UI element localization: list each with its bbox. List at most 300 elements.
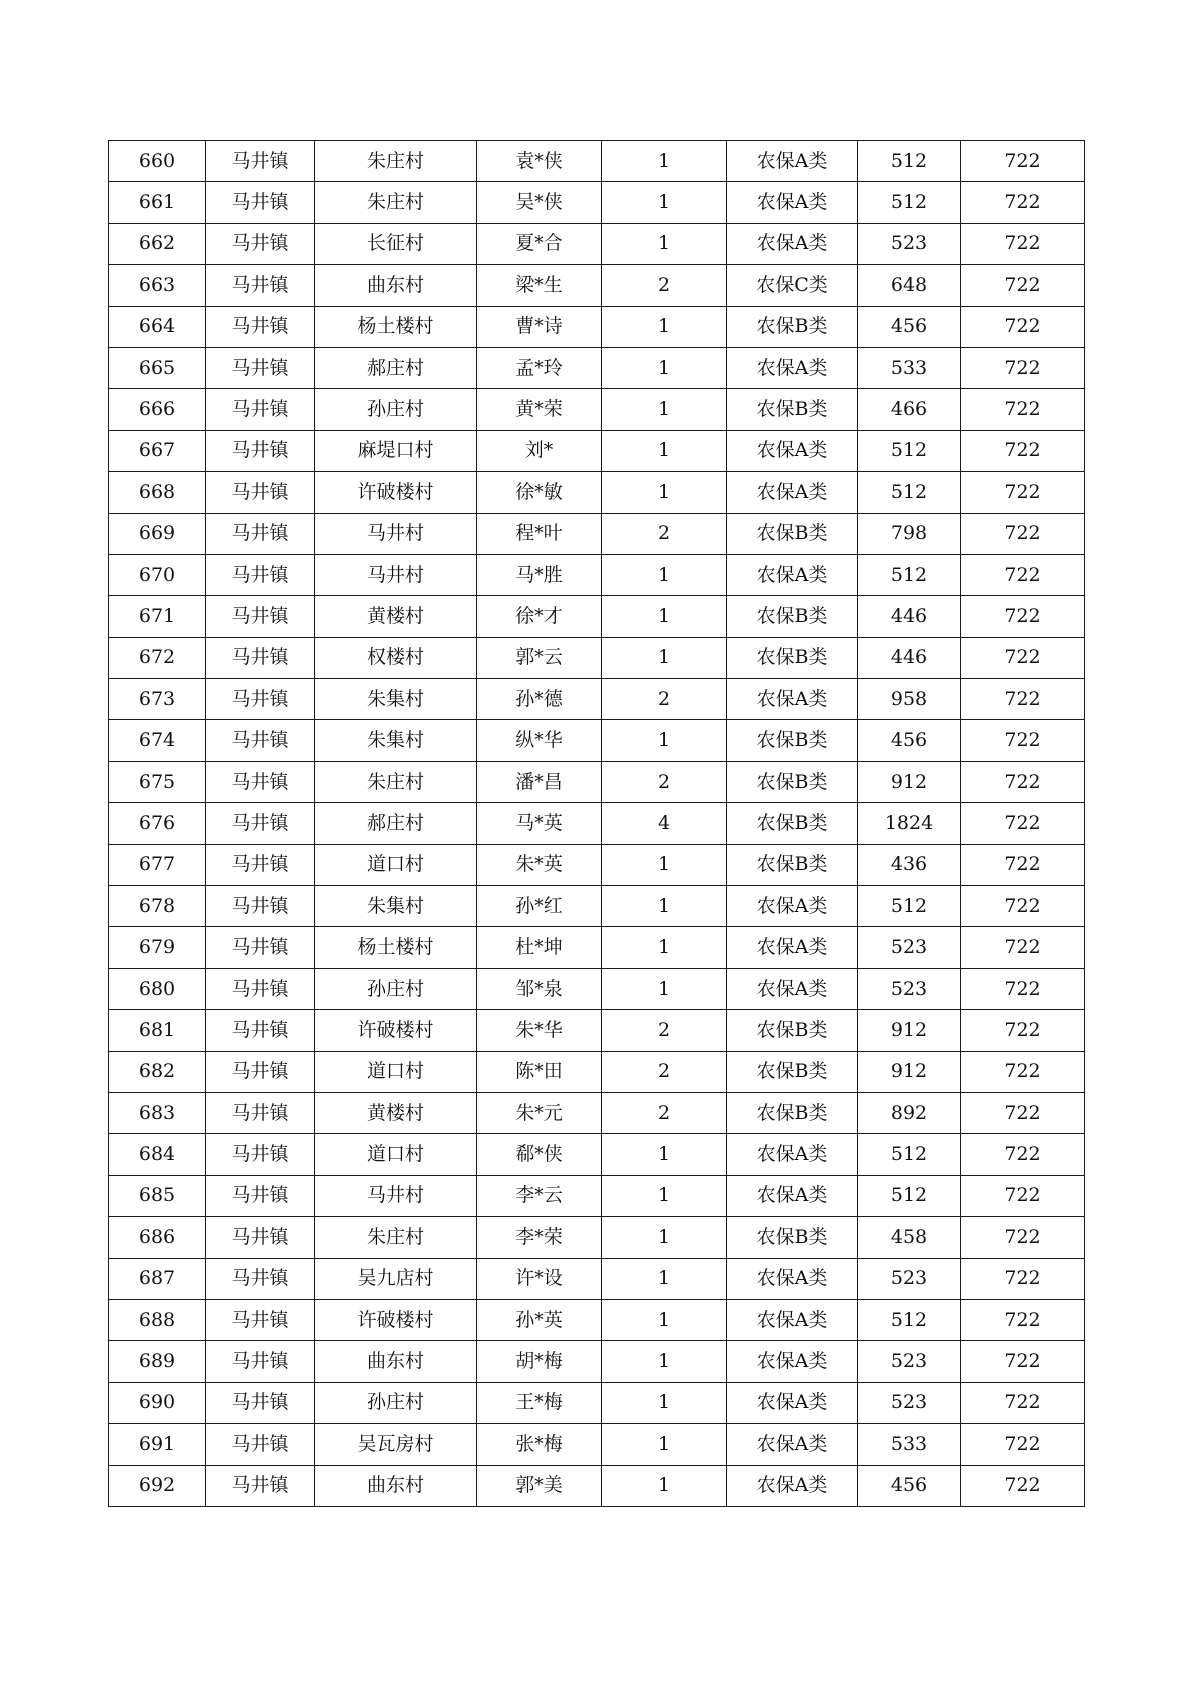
- amount-cell: 533: [858, 347, 961, 388]
- town-cell: 马井镇: [206, 554, 315, 595]
- count-cell: 1: [602, 1134, 727, 1175]
- name-cell: 张*梅: [477, 1424, 602, 1465]
- index-cell: 675: [109, 761, 206, 802]
- count-cell: 2: [602, 1051, 727, 1092]
- name-cell: 许*设: [477, 1258, 602, 1299]
- name-cell: 孙*红: [477, 886, 602, 927]
- count-cell: 2: [602, 679, 727, 720]
- amount-cell: 798: [858, 513, 961, 554]
- count-cell: 1: [602, 306, 727, 347]
- town-cell: 马井镇: [206, 679, 315, 720]
- village-cell: 曲东村: [315, 1465, 477, 1506]
- name-cell: 吴*侠: [477, 182, 602, 223]
- name-cell: 梁*生: [477, 265, 602, 306]
- table-row: [109, 596, 1085, 637]
- standard-cell: 722: [961, 637, 1085, 678]
- category-cell: 农保B类: [727, 513, 858, 554]
- town-cell: 马井镇: [206, 968, 315, 1009]
- village-cell: 朱集村: [315, 886, 477, 927]
- index-cell: 683: [109, 1092, 206, 1133]
- name-cell: 郭*云: [477, 637, 602, 678]
- name-cell: 孙*德: [477, 679, 602, 720]
- standard-cell: 722: [961, 430, 1085, 471]
- amount-cell: 512: [858, 430, 961, 471]
- village-cell: 杨土楼村: [315, 927, 477, 968]
- town-cell: 马井镇: [206, 1424, 315, 1465]
- count-cell: 2: [602, 761, 727, 802]
- amount-cell: 512: [858, 141, 961, 182]
- village-cell: 朱庄村: [315, 141, 477, 182]
- village-cell: 孙庄村: [315, 389, 477, 430]
- amount-cell: 456: [858, 720, 961, 761]
- table-row: [109, 1465, 1085, 1506]
- amount-cell: 456: [858, 306, 961, 347]
- amount-cell: 436: [858, 844, 961, 885]
- index-cell: 672: [109, 637, 206, 678]
- name-cell: 潘*昌: [477, 761, 602, 802]
- table-row: [109, 679, 1085, 720]
- town-cell: 马井镇: [206, 1258, 315, 1299]
- town-cell: 马井镇: [206, 430, 315, 471]
- name-cell: 郗*侠: [477, 1134, 602, 1175]
- count-cell: 1: [602, 886, 727, 927]
- town-cell: 马井镇: [206, 1382, 315, 1423]
- name-cell: 李*荣: [477, 1217, 602, 1258]
- standard-cell: 722: [961, 761, 1085, 802]
- index-cell: 679: [109, 927, 206, 968]
- standard-cell: 722: [961, 265, 1085, 306]
- name-cell: 马*胜: [477, 554, 602, 595]
- village-cell: 杨土楼村: [315, 306, 477, 347]
- table-row: [109, 182, 1085, 223]
- index-cell: 674: [109, 720, 206, 761]
- category-cell: 农保A类: [727, 141, 858, 182]
- table-row: [109, 844, 1085, 885]
- town-cell: 马井镇: [206, 1175, 315, 1216]
- index-cell: 663: [109, 265, 206, 306]
- standard-cell: 722: [961, 1382, 1085, 1423]
- amount-cell: 523: [858, 1341, 961, 1382]
- amount-cell: 912: [858, 761, 961, 802]
- index-cell: 660: [109, 141, 206, 182]
- category-cell: 农保A类: [727, 1299, 858, 1340]
- name-cell: 王*梅: [477, 1382, 602, 1423]
- category-cell: 农保A类: [727, 1134, 858, 1175]
- document-page: [108, 140, 1084, 1507]
- amount-cell: 458: [858, 1217, 961, 1258]
- category-cell: 农保B类: [727, 596, 858, 637]
- category-cell: 农保B类: [727, 389, 858, 430]
- category-cell: 农保A类: [727, 347, 858, 388]
- category-cell: 农保A类: [727, 1382, 858, 1423]
- category-cell: 农保A类: [727, 430, 858, 471]
- standard-cell: 722: [961, 1092, 1085, 1133]
- count-cell: 2: [602, 1010, 727, 1051]
- town-cell: 马井镇: [206, 513, 315, 554]
- index-cell: 684: [109, 1134, 206, 1175]
- village-cell: 许破楼村: [315, 1010, 477, 1051]
- amount-cell: 446: [858, 596, 961, 637]
- amount-cell: 512: [858, 1299, 961, 1340]
- standard-cell: 722: [961, 720, 1085, 761]
- count-cell: 4: [602, 803, 727, 844]
- name-cell: 郭*美: [477, 1465, 602, 1506]
- index-cell: 661: [109, 182, 206, 223]
- amount-cell: 523: [858, 1382, 961, 1423]
- table-row: [109, 389, 1085, 430]
- standard-cell: 722: [961, 1258, 1085, 1299]
- amount-cell: 1824: [858, 803, 961, 844]
- table-row: [109, 1051, 1085, 1092]
- table-row: [109, 761, 1085, 802]
- count-cell: 1: [602, 472, 727, 513]
- category-cell: 农保A类: [727, 554, 858, 595]
- town-cell: 马井镇: [206, 1051, 315, 1092]
- village-cell: 朱庄村: [315, 761, 477, 802]
- index-cell: 682: [109, 1051, 206, 1092]
- table-row: [109, 513, 1085, 554]
- index-cell: 677: [109, 844, 206, 885]
- index-cell: 686: [109, 1217, 206, 1258]
- amount-cell: 523: [858, 223, 961, 264]
- amount-cell: 648: [858, 265, 961, 306]
- category-cell: 农保A类: [727, 1424, 858, 1465]
- table-row: [109, 265, 1085, 306]
- table-row: [109, 141, 1085, 182]
- category-cell: 农保A类: [727, 927, 858, 968]
- village-cell: 道口村: [315, 844, 477, 885]
- category-cell: 农保A类: [727, 182, 858, 223]
- index-cell: 673: [109, 679, 206, 720]
- category-cell: 农保B类: [727, 1217, 858, 1258]
- category-cell: 农保A类: [727, 1341, 858, 1382]
- village-cell: 朱集村: [315, 720, 477, 761]
- category-cell: 农保A类: [727, 679, 858, 720]
- index-cell: 664: [109, 306, 206, 347]
- standard-cell: 722: [961, 554, 1085, 595]
- index-cell: 670: [109, 554, 206, 595]
- category-cell: 农保A类: [727, 472, 858, 513]
- category-cell: 农保B类: [727, 1010, 858, 1051]
- count-cell: 1: [602, 1341, 727, 1382]
- name-cell: 陈*田: [477, 1051, 602, 1092]
- index-cell: 689: [109, 1341, 206, 1382]
- category-cell: 农保A类: [727, 968, 858, 1009]
- data-table: [108, 140, 1085, 1507]
- standard-cell: 722: [961, 596, 1085, 637]
- amount-cell: 456: [858, 1465, 961, 1506]
- name-cell: 黄*荣: [477, 389, 602, 430]
- standard-cell: 722: [961, 389, 1085, 430]
- name-cell: 孟*玲: [477, 347, 602, 388]
- table-row: [109, 554, 1085, 595]
- table-row: [109, 886, 1085, 927]
- name-cell: 徐*敏: [477, 472, 602, 513]
- town-cell: 马井镇: [206, 1217, 315, 1258]
- amount-cell: 512: [858, 554, 961, 595]
- amount-cell: 523: [858, 1258, 961, 1299]
- category-cell: 农保B类: [727, 803, 858, 844]
- town-cell: 马井镇: [206, 637, 315, 678]
- count-cell: 1: [602, 1217, 727, 1258]
- town-cell: 马井镇: [206, 844, 315, 885]
- name-cell: 孙*英: [477, 1299, 602, 1340]
- standard-cell: 722: [961, 1010, 1085, 1051]
- village-cell: 曲东村: [315, 265, 477, 306]
- count-cell: 1: [602, 927, 727, 968]
- category-cell: 农保B类: [727, 1051, 858, 1092]
- count-cell: 1: [602, 347, 727, 388]
- standard-cell: 722: [961, 1134, 1085, 1175]
- category-cell: 农保A类: [727, 1175, 858, 1216]
- table-row: [109, 223, 1085, 264]
- standard-cell: 722: [961, 1299, 1085, 1340]
- town-cell: 马井镇: [206, 886, 315, 927]
- town-cell: 马井镇: [206, 1134, 315, 1175]
- village-cell: 孙庄村: [315, 968, 477, 1009]
- amount-cell: 523: [858, 968, 961, 1009]
- village-cell: 权楼村: [315, 637, 477, 678]
- amount-cell: 912: [858, 1010, 961, 1051]
- table-row: [109, 1382, 1085, 1423]
- table-row: [109, 472, 1085, 513]
- town-cell: 马井镇: [206, 761, 315, 802]
- amount-cell: 958: [858, 679, 961, 720]
- table-row: [109, 1424, 1085, 1465]
- village-cell: 许破楼村: [315, 472, 477, 513]
- town-cell: 马井镇: [206, 265, 315, 306]
- table-row: [109, 803, 1085, 844]
- table-row: [109, 1217, 1085, 1258]
- index-cell: 669: [109, 513, 206, 554]
- category-cell: 农保A类: [727, 886, 858, 927]
- table-body: [109, 141, 1085, 1507]
- count-cell: 1: [602, 968, 727, 1009]
- amount-cell: 512: [858, 1134, 961, 1175]
- standard-cell: 722: [961, 1175, 1085, 1216]
- index-cell: 667: [109, 430, 206, 471]
- count-cell: 1: [602, 1465, 727, 1506]
- village-cell: 郝庄村: [315, 347, 477, 388]
- category-cell: 农保B类: [727, 1092, 858, 1133]
- name-cell: 程*叶: [477, 513, 602, 554]
- town-cell: 马井镇: [206, 141, 315, 182]
- standard-cell: 722: [961, 306, 1085, 347]
- amount-cell: 533: [858, 1424, 961, 1465]
- town-cell: 马井镇: [206, 1299, 315, 1340]
- index-cell: 691: [109, 1424, 206, 1465]
- count-cell: 1: [602, 182, 727, 223]
- table-row: [109, 968, 1085, 1009]
- count-cell: 1: [602, 1175, 727, 1216]
- table-row: [109, 720, 1085, 761]
- standard-cell: 722: [961, 927, 1085, 968]
- table-row: [109, 347, 1085, 388]
- village-cell: 麻堤口村: [315, 430, 477, 471]
- village-cell: 吴九店村: [315, 1258, 477, 1299]
- village-cell: 郝庄村: [315, 803, 477, 844]
- count-cell: 1: [602, 1382, 727, 1423]
- table-row: [109, 1134, 1085, 1175]
- town-cell: 马井镇: [206, 720, 315, 761]
- town-cell: 马井镇: [206, 927, 315, 968]
- town-cell: 马井镇: [206, 1010, 315, 1051]
- table-row: [109, 430, 1085, 471]
- town-cell: 马井镇: [206, 223, 315, 264]
- village-cell: 吴瓦房村: [315, 1424, 477, 1465]
- name-cell: 曹*诗: [477, 306, 602, 347]
- index-cell: 671: [109, 596, 206, 637]
- category-cell: 农保A类: [727, 223, 858, 264]
- table-row: [109, 637, 1085, 678]
- village-cell: 马井村: [315, 1175, 477, 1216]
- index-cell: 690: [109, 1382, 206, 1423]
- village-cell: 黄楼村: [315, 596, 477, 637]
- amount-cell: 512: [858, 1175, 961, 1216]
- table-row: [109, 1299, 1085, 1340]
- town-cell: 马井镇: [206, 347, 315, 388]
- index-cell: 687: [109, 1258, 206, 1299]
- town-cell: 马井镇: [206, 306, 315, 347]
- standard-cell: 722: [961, 1051, 1085, 1092]
- table-row: [109, 1092, 1085, 1133]
- table-row: [109, 1175, 1085, 1216]
- amount-cell: 466: [858, 389, 961, 430]
- standard-cell: 722: [961, 347, 1085, 388]
- town-cell: 马井镇: [206, 472, 315, 513]
- standard-cell: 722: [961, 1424, 1085, 1465]
- village-cell: 朱庄村: [315, 1217, 477, 1258]
- standard-cell: 722: [961, 1465, 1085, 1506]
- count-cell: 1: [602, 1258, 727, 1299]
- count-cell: 1: [602, 1424, 727, 1465]
- count-cell: 2: [602, 1092, 727, 1133]
- town-cell: 马井镇: [206, 596, 315, 637]
- name-cell: 刘*: [477, 430, 602, 471]
- table-row: [109, 927, 1085, 968]
- category-cell: 农保B类: [727, 761, 858, 802]
- count-cell: 2: [602, 265, 727, 306]
- standard-cell: 722: [961, 1217, 1085, 1258]
- standard-cell: 722: [961, 223, 1085, 264]
- amount-cell: 512: [858, 886, 961, 927]
- table-row: [109, 1010, 1085, 1051]
- table-row: [109, 306, 1085, 347]
- town-cell: 马井镇: [206, 1092, 315, 1133]
- village-cell: 曲东村: [315, 1341, 477, 1382]
- category-cell: 农保A类: [727, 1258, 858, 1299]
- village-cell: 孙庄村: [315, 1382, 477, 1423]
- index-cell: 666: [109, 389, 206, 430]
- amount-cell: 512: [858, 472, 961, 513]
- name-cell: 朱*元: [477, 1092, 602, 1133]
- standard-cell: 722: [961, 472, 1085, 513]
- village-cell: 朱庄村: [315, 182, 477, 223]
- village-cell: 马井村: [315, 513, 477, 554]
- village-cell: 许破楼村: [315, 1299, 477, 1340]
- count-cell: 1: [602, 389, 727, 430]
- name-cell: 袁*侠: [477, 141, 602, 182]
- category-cell: 农保B类: [727, 637, 858, 678]
- name-cell: 杜*坤: [477, 927, 602, 968]
- village-cell: 马井村: [315, 554, 477, 595]
- category-cell: 农保B类: [727, 720, 858, 761]
- index-cell: 692: [109, 1465, 206, 1506]
- town-cell: 马井镇: [206, 1465, 315, 1506]
- town-cell: 马井镇: [206, 182, 315, 223]
- count-cell: 1: [602, 554, 727, 595]
- table-row: [109, 1258, 1085, 1299]
- amount-cell: 892: [858, 1092, 961, 1133]
- standard-cell: 722: [961, 182, 1085, 223]
- village-cell: 道口村: [315, 1134, 477, 1175]
- town-cell: 马井镇: [206, 389, 315, 430]
- count-cell: 1: [602, 844, 727, 885]
- village-cell: 朱集村: [315, 679, 477, 720]
- count-cell: 1: [602, 223, 727, 264]
- index-cell: 662: [109, 223, 206, 264]
- amount-cell: 912: [858, 1051, 961, 1092]
- standard-cell: 722: [961, 803, 1085, 844]
- standard-cell: 722: [961, 886, 1085, 927]
- name-cell: 纵*华: [477, 720, 602, 761]
- index-cell: 688: [109, 1299, 206, 1340]
- standard-cell: 722: [961, 679, 1085, 720]
- town-cell: 马井镇: [206, 803, 315, 844]
- village-cell: 黄楼村: [315, 1092, 477, 1133]
- table-row: [109, 1341, 1085, 1382]
- category-cell: 农保A类: [727, 1465, 858, 1506]
- standard-cell: 722: [961, 844, 1085, 885]
- count-cell: 1: [602, 1299, 727, 1340]
- index-cell: 681: [109, 1010, 206, 1051]
- village-cell: 道口村: [315, 1051, 477, 1092]
- standard-cell: 722: [961, 513, 1085, 554]
- count-cell: 1: [602, 637, 727, 678]
- count-cell: 1: [602, 430, 727, 471]
- name-cell: 李*云: [477, 1175, 602, 1216]
- index-cell: 680: [109, 968, 206, 1009]
- name-cell: 朱*华: [477, 1010, 602, 1051]
- standard-cell: 722: [961, 968, 1085, 1009]
- amount-cell: 512: [858, 182, 961, 223]
- name-cell: 朱*英: [477, 844, 602, 885]
- town-cell: 马井镇: [206, 1341, 315, 1382]
- count-cell: 1: [602, 596, 727, 637]
- count-cell: 2: [602, 513, 727, 554]
- category-cell: 农保B类: [727, 844, 858, 885]
- count-cell: 1: [602, 720, 727, 761]
- index-cell: 678: [109, 886, 206, 927]
- category-cell: 农保B类: [727, 306, 858, 347]
- index-cell: 685: [109, 1175, 206, 1216]
- name-cell: 胡*梅: [477, 1341, 602, 1382]
- index-cell: 665: [109, 347, 206, 388]
- category-cell: 农保C类: [727, 265, 858, 306]
- index-cell: 676: [109, 803, 206, 844]
- name-cell: 马*英: [477, 803, 602, 844]
- name-cell: 徐*才: [477, 596, 602, 637]
- village-cell: 长征村: [315, 223, 477, 264]
- standard-cell: 722: [961, 141, 1085, 182]
- amount-cell: 523: [858, 927, 961, 968]
- amount-cell: 446: [858, 637, 961, 678]
- name-cell: 夏*合: [477, 223, 602, 264]
- standard-cell: 722: [961, 1341, 1085, 1382]
- index-cell: 668: [109, 472, 206, 513]
- count-cell: 1: [602, 141, 727, 182]
- name-cell: 邹*泉: [477, 968, 602, 1009]
